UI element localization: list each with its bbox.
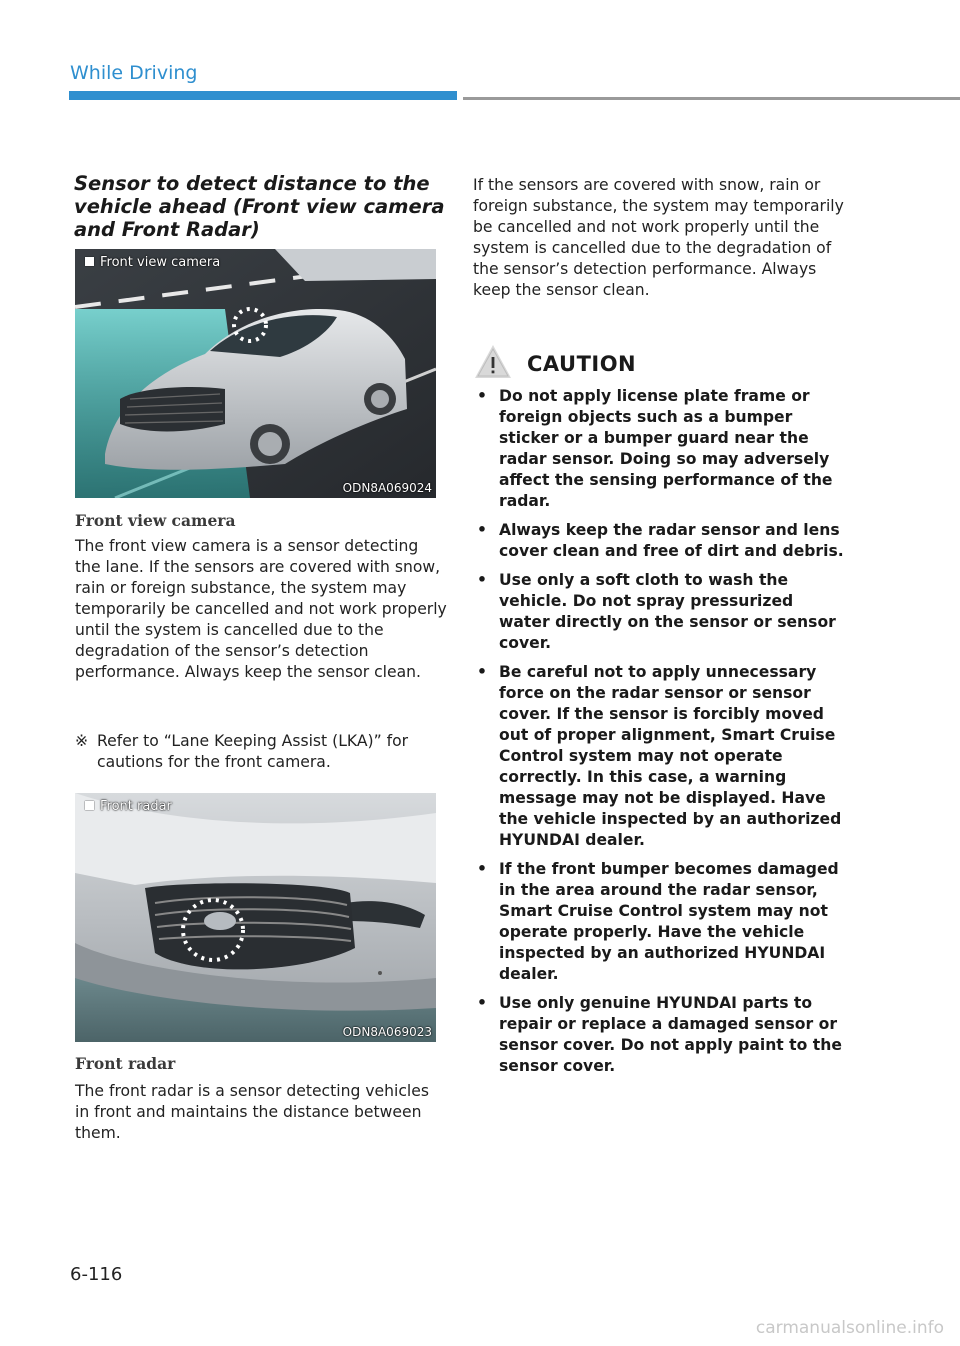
camera-paragraph: The front view camera is a sensor detecting the lane. If the sensors are covered with snow, rain or foreign substance, the system may temporarily be cancelled and not work properly until the system is cancelled due to the degradation of the sensor’s detection performance. Always keep the sensor clean. [75,537,447,681]
image-label: Front radar [85,799,172,814]
bullet-mark: • [477,521,487,539]
note-mark: ※ [75,732,89,750]
header-accent-bar [69,91,457,100]
section-heading: Sensor to detect distance to the vehicle ahead (Front view camera and Front Radar) [74,172,445,241]
bullet-mark: • [477,994,487,1012]
front-radar-illustration [75,793,436,1042]
page-number: 6-116 [70,1264,123,1285]
camera-note [75,731,447,773]
camera-subheading: Front view camera [75,511,236,530]
section-title: While Driving [70,62,198,84]
watermark: carmanualsonline.info [755,1318,944,1338]
image-code: ODN8A069024 [342,481,432,495]
caution-list [473,386,845,1085]
front-camera-illustration [75,249,436,498]
bullet-mark: • [477,387,487,405]
note-text: Refer to “Lane Keeping Assist (LKA)” for cautions for the front camera. [97,732,409,771]
caution-title: CAUTION [527,352,637,376]
caution-item: • Always keep the radar sensor and lens cover clean and free of dirt and debris. [477,521,844,560]
header-rule [463,97,960,100]
radar-paragraph: The front radar is a sensor detecting vehicles in front and maintains the distance between them. [75,1082,429,1142]
radar-subheading: Front radar [75,1054,176,1073]
caution-item: • Use only genuine HYUNDAI parts to repair or replace a damaged sensor or sensor cover. Do not apply paint to the sensor cover. [477,994,842,1075]
bullet-mark: • [477,663,487,681]
warning-triangle-icon [473,343,513,381]
caution-item: • Use only a soft cloth to wash the vehicle. Do not spray pressurized water directly on the sensor or sensor cover. [477,571,836,652]
image-code: ODN8A069023 [342,1025,432,1039]
caution-item: • Do not apply license plate frame or foreign objects such as a bumper sticker or a bumper guard near the radar sensor. Doing so may adversely affect the sensing performance of the radar. [477,387,833,510]
bullet-mark: • [477,860,487,878]
bullet-mark: • [477,571,487,589]
sensor-cover-paragraph: If the sensors are covered with snow, rain or foreign substance, the system may temporarily be cancelled and not work properly until the system is cancelled due to the degradation of the sensor’s detection performance. Always keep the sensor clean. [473,176,844,299]
caution-item: • Be careful not to apply unnecessary force on the radar sensor or sensor cover. If the sensor is forcibly moved out of proper alignment, Smart Cruise Control system may not operate correctly. In this case, a warning message may not be displayed. Have the vehicle inspected by an authorized HYUNDAI dealer. [477,663,842,849]
caution-item: • If the front bumper becomes damaged in the area around the radar sensor, Smart Cruise Control system may not operate properly. Have the vehicle inspected by an authorized HYUNDAI dealer. [477,860,839,983]
image-label: Front view camera [85,255,220,270]
